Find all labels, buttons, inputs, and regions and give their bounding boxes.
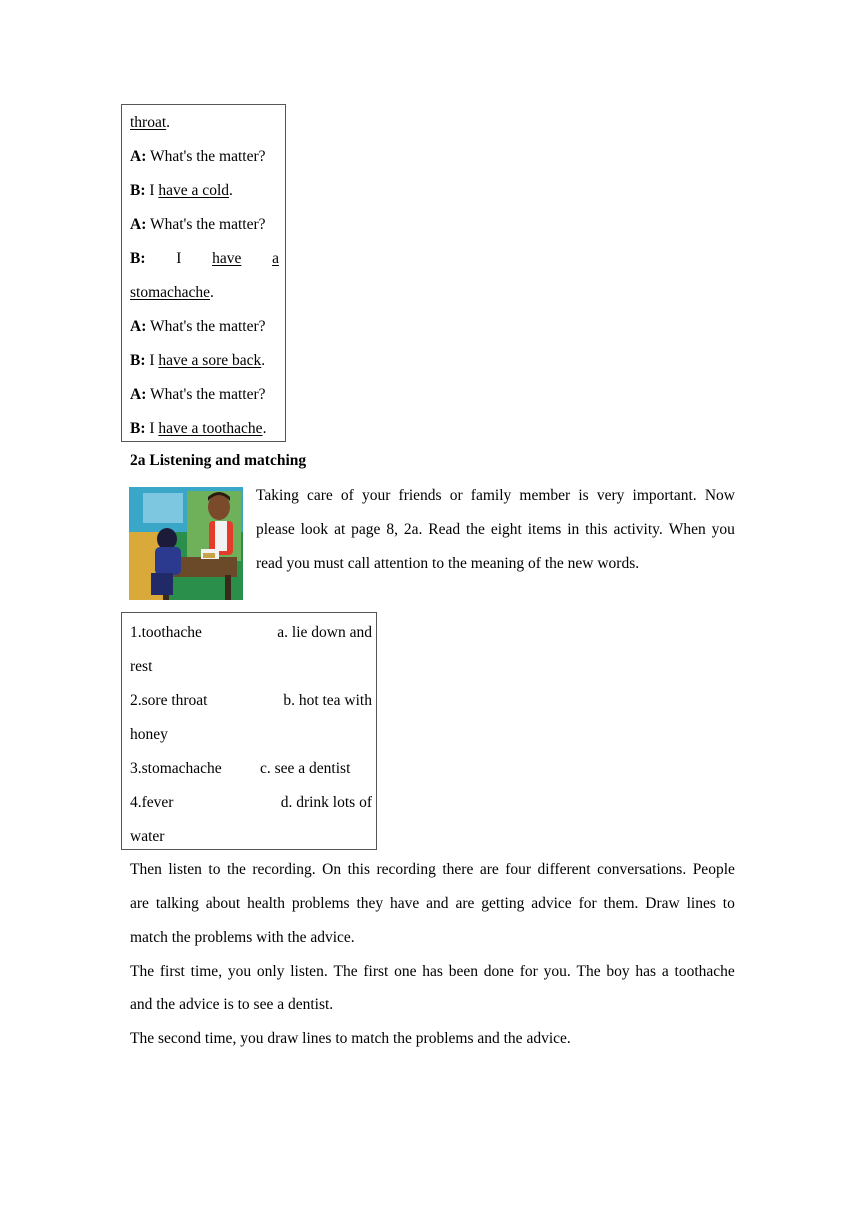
intro-line-2: please look at page 8, 2a. Read the eight items in this activity. When you	[256, 521, 735, 538]
paragraph-2-line-2: and the advice is to see a dentist.	[130, 996, 334, 1013]
paragraph-1-line-2: are talking about health problems they have and are getting advice for them. Draw lines to	[130, 895, 735, 912]
problem-item-3: 3.stomachache	[130, 760, 222, 777]
advice-item-a: a. lie down and	[277, 624, 372, 641]
dialogue-line-4: B: I have a	[130, 250, 279, 267]
intro-line-1: Taking care of your friends or family member is very important. Now	[256, 487, 735, 504]
dialogue-line-1: A: What's the matter?	[130, 148, 266, 165]
paragraph-1-line-1: Then listen to the recording. On this recording there are four different conversations. People	[130, 861, 735, 878]
problem-item-1: 1.toothache	[130, 624, 202, 641]
paragraph-3-line-1: The second time, you draw lines to match the problems and the advice.	[130, 1030, 571, 1047]
advice-item-c: c. see a dentist	[260, 760, 351, 777]
dialogue-box	[121, 104, 286, 442]
dialogue-line-7: A: What's the matter?	[130, 386, 266, 403]
dialogue-line-8: B: I have a toothache.	[130, 420, 267, 437]
illustration-image	[129, 487, 243, 600]
matching-box	[121, 612, 377, 850]
dialogue-line-3: A: What's the matter?	[130, 216, 266, 233]
dialogue-line-4-cont: stomachache.	[130, 284, 214, 301]
dialogue-line-6: B: I have a sore back.	[130, 352, 266, 369]
paragraph-2-line-1: The first time, you only listen. The first one has been done for you. The boy has a toothache	[130, 963, 735, 980]
paragraph-1-line-3: match the problems with the advice.	[130, 929, 355, 946]
problem-item-4: 4.fever	[130, 794, 174, 811]
advice-item-b: b. hot tea with	[283, 692, 372, 709]
advice-item-d-cont: water	[130, 828, 165, 845]
section-heading: 2a Listening and matching	[130, 452, 307, 469]
advice-item-a-cont: rest	[130, 658, 153, 675]
advice-item-d: d. drink lots of	[280, 794, 372, 811]
dialogue-line-5: A: What's the matter?	[130, 318, 266, 335]
dialogue-line-2: B: I have a cold.	[130, 182, 233, 199]
advice-item-b-cont: honey	[130, 726, 168, 743]
problem-item-2: 2.sore throat	[130, 692, 208, 709]
dialogue-top-fragment: throat.	[130, 114, 171, 131]
intro-line-3: read you must call attention to the meaning of the new words.	[256, 555, 640, 572]
